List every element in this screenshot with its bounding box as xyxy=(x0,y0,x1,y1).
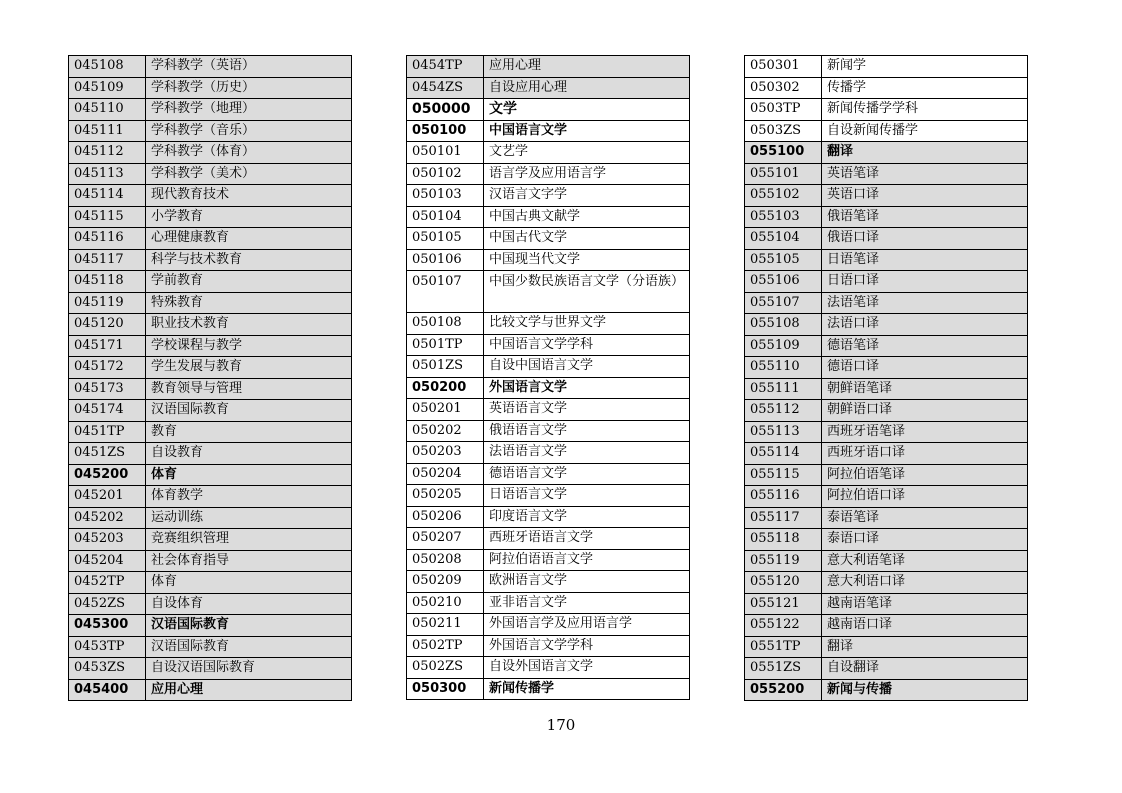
discipline-code: 045200 xyxy=(69,464,146,486)
table-row xyxy=(745,615,1028,637)
discipline-code: 0502ZS xyxy=(407,657,484,679)
discipline-code: 050302 xyxy=(745,77,822,99)
discipline-name: 中国语言文学 xyxy=(484,120,690,142)
discipline-name: 新闻传播学 xyxy=(484,678,690,700)
table-row xyxy=(745,529,1028,551)
discipline-code: 055117 xyxy=(745,507,822,529)
discipline-code: 055200 xyxy=(745,679,822,701)
discipline-name: 越南语口译 xyxy=(822,615,1028,637)
discipline-code: 055121 xyxy=(745,593,822,615)
discipline-name: 中国少数民族语言文学（分语族） xyxy=(484,271,690,313)
discipline-name: 教育 xyxy=(146,421,352,443)
discipline-name: 职业技术教育 xyxy=(146,314,352,336)
discipline-name: 印度语言文学 xyxy=(484,506,690,528)
discipline-name: 朝鲜语笔译 xyxy=(822,378,1028,400)
discipline-code: 055113 xyxy=(745,421,822,443)
table-row xyxy=(745,658,1028,680)
table-row xyxy=(69,142,352,164)
discipline-name: 特殊教育 xyxy=(146,292,352,314)
discipline-code: 045113 xyxy=(69,163,146,185)
discipline-code: 045116 xyxy=(69,228,146,250)
discipline-code: 045172 xyxy=(69,357,146,379)
discipline-name: 意大利语笔译 xyxy=(822,550,1028,572)
table-row xyxy=(407,571,690,593)
discipline-code: 050106 xyxy=(407,249,484,271)
discipline-code: 0452ZS xyxy=(69,593,146,615)
table-row xyxy=(745,507,1028,529)
discipline-code: 050211 xyxy=(407,614,484,636)
discipline-code: 0452TP xyxy=(69,572,146,594)
discipline-code: 055106 xyxy=(745,271,822,293)
discipline-name: 传播学 xyxy=(822,77,1028,99)
discipline-code: 050204 xyxy=(407,463,484,485)
discipline-name: 体育 xyxy=(146,464,352,486)
discipline-name: 西班牙语口译 xyxy=(822,443,1028,465)
table-row xyxy=(69,443,352,465)
discipline-name: 学前教育 xyxy=(146,271,352,293)
table-row xyxy=(745,185,1028,207)
table-row xyxy=(745,443,1028,465)
discipline-name: 阿拉伯语口译 xyxy=(822,486,1028,508)
discipline-name: 西班牙语语言文学 xyxy=(484,528,690,550)
discipline-code: 050301 xyxy=(745,56,822,78)
discipline-name: 外国语言文学学科 xyxy=(484,635,690,657)
discipline-name: 中国现当代文学 xyxy=(484,249,690,271)
discipline-code: 045117 xyxy=(69,249,146,271)
discipline-name: 泰语笔译 xyxy=(822,507,1028,529)
discipline-code: 045112 xyxy=(69,142,146,164)
discipline-code: 050300 xyxy=(407,678,484,700)
table-row xyxy=(69,206,352,228)
discipline-code: 050206 xyxy=(407,506,484,528)
table-row xyxy=(407,678,690,700)
discipline-name: 汉语言文字学 xyxy=(484,185,690,207)
discipline-code: 0551ZS xyxy=(745,658,822,680)
discipline-name: 文艺学 xyxy=(484,142,690,164)
discipline-name: 学校课程与教学 xyxy=(146,335,352,357)
discipline-code: 055116 xyxy=(745,486,822,508)
discipline-code: 0502TP xyxy=(407,635,484,657)
table-row xyxy=(745,679,1028,701)
discipline-name: 学科教学（历史） xyxy=(146,77,352,99)
table-row xyxy=(69,378,352,400)
discipline-code: 0454TP xyxy=(407,56,484,78)
table-row xyxy=(745,206,1028,228)
table-row xyxy=(407,506,690,528)
discipline-code: 0551TP xyxy=(745,636,822,658)
table-row xyxy=(745,400,1028,422)
discipline-code: 045202 xyxy=(69,507,146,529)
discipline-name: 文学 xyxy=(484,99,690,121)
table-row xyxy=(745,464,1028,486)
discipline-name: 学科教学（美术） xyxy=(146,163,352,185)
table-row xyxy=(745,550,1028,572)
discipline-code: 050105 xyxy=(407,228,484,250)
table-row xyxy=(745,378,1028,400)
table-row xyxy=(69,593,352,615)
discipline-name: 中国语言文学学科 xyxy=(484,334,690,356)
table-row xyxy=(69,77,352,99)
table-row xyxy=(407,249,690,271)
table-row xyxy=(69,292,352,314)
discipline-table-left xyxy=(68,55,352,701)
discipline-code: 050000 xyxy=(407,99,484,121)
discipline-code: 045203 xyxy=(69,529,146,551)
discipline-name: 法语口译 xyxy=(822,314,1028,336)
table-row xyxy=(407,420,690,442)
table-row xyxy=(407,163,690,185)
discipline-name: 现代教育技术 xyxy=(146,185,352,207)
discipline-name: 汉语国际教育 xyxy=(146,636,352,658)
table-row xyxy=(407,206,690,228)
discipline-code: 050104 xyxy=(407,206,484,228)
table-row xyxy=(407,142,690,164)
table-row xyxy=(745,593,1028,615)
table-row xyxy=(745,163,1028,185)
table-row xyxy=(407,120,690,142)
table-row xyxy=(745,357,1028,379)
discipline-name: 汉语国际教育 xyxy=(146,615,352,637)
discipline-name: 学生发展与教育 xyxy=(146,357,352,379)
table-row xyxy=(745,120,1028,142)
discipline-code: 055119 xyxy=(745,550,822,572)
discipline-name: 中国古代文学 xyxy=(484,228,690,250)
discipline-code: 055118 xyxy=(745,529,822,551)
discipline-name: 自设教育 xyxy=(146,443,352,465)
discipline-code: 050209 xyxy=(407,571,484,593)
discipline-code: 055110 xyxy=(745,357,822,379)
discipline-name: 西班牙语笔译 xyxy=(822,421,1028,443)
table-row xyxy=(69,464,352,486)
discipline-name: 英语笔译 xyxy=(822,163,1028,185)
discipline-name: 运动训练 xyxy=(146,507,352,529)
discipline-code: 045120 xyxy=(69,314,146,336)
discipline-code: 050210 xyxy=(407,592,484,614)
discipline-name: 比较文学与世界文学 xyxy=(484,313,690,335)
discipline-table-middle xyxy=(406,55,690,700)
discipline-code: 055112 xyxy=(745,400,822,422)
discipline-name: 应用心理 xyxy=(484,56,690,78)
discipline-name: 翻译 xyxy=(822,142,1028,164)
table-row xyxy=(69,529,352,551)
discipline-code: 0451TP xyxy=(69,421,146,443)
discipline-code: 0453ZS xyxy=(69,658,146,680)
table-row xyxy=(69,99,352,121)
discipline-name: 自设汉语国际教育 xyxy=(146,658,352,680)
table-row xyxy=(407,313,690,335)
discipline-name: 自设体育 xyxy=(146,593,352,615)
discipline-code: 055105 xyxy=(745,249,822,271)
table-row xyxy=(69,400,352,422)
discipline-name: 学科教学（英语） xyxy=(146,56,352,78)
table-row xyxy=(407,463,690,485)
discipline-code: 050102 xyxy=(407,163,484,185)
table-row xyxy=(407,99,690,121)
table-row xyxy=(69,314,352,336)
discipline-name: 学科教学（音乐） xyxy=(146,120,352,142)
table-row xyxy=(745,271,1028,293)
table-row xyxy=(745,77,1028,99)
discipline-code: 045109 xyxy=(69,77,146,99)
discipline-name: 学科教学（地理） xyxy=(146,99,352,121)
table-row xyxy=(69,271,352,293)
discipline-name: 阿拉伯语笔译 xyxy=(822,464,1028,486)
discipline-name: 学科教学（体育） xyxy=(146,142,352,164)
table-row xyxy=(407,635,690,657)
table-row xyxy=(407,485,690,507)
discipline-name: 新闻与传播 xyxy=(822,679,1028,701)
discipline-name: 法语语言文学 xyxy=(484,442,690,464)
table-row xyxy=(69,679,352,701)
discipline-code: 045400 xyxy=(69,679,146,701)
table-row xyxy=(407,185,690,207)
discipline-code: 055101 xyxy=(745,163,822,185)
discipline-code: 055115 xyxy=(745,464,822,486)
discipline-code: 055107 xyxy=(745,292,822,314)
discipline-code: 050203 xyxy=(407,442,484,464)
discipline-code: 045300 xyxy=(69,615,146,637)
discipline-name: 科学与技术教育 xyxy=(146,249,352,271)
discipline-code: 045204 xyxy=(69,550,146,572)
table-row xyxy=(69,507,352,529)
discipline-code: 0503TP xyxy=(745,99,822,121)
discipline-name: 德语语言文学 xyxy=(484,463,690,485)
discipline-name: 日语口译 xyxy=(822,271,1028,293)
table-row xyxy=(69,163,352,185)
discipline-name: 体育教学 xyxy=(146,486,352,508)
table-row xyxy=(407,657,690,679)
discipline-code: 045111 xyxy=(69,120,146,142)
table-row xyxy=(407,614,690,636)
discipline-name: 欧洲语言文学 xyxy=(484,571,690,593)
discipline-code: 055100 xyxy=(745,142,822,164)
discipline-code: 0453TP xyxy=(69,636,146,658)
table-row xyxy=(407,549,690,571)
discipline-code: 055102 xyxy=(745,185,822,207)
discipline-code: 0501ZS xyxy=(407,356,484,378)
discipline-name: 自设新闻传播学 xyxy=(822,120,1028,142)
discipline-code: 055104 xyxy=(745,228,822,250)
table-row xyxy=(69,357,352,379)
discipline-code: 0451ZS xyxy=(69,443,146,465)
discipline-code: 055120 xyxy=(745,572,822,594)
discipline-code: 045118 xyxy=(69,271,146,293)
discipline-name: 新闻传播学学科 xyxy=(822,99,1028,121)
table-row xyxy=(69,228,352,250)
table-row xyxy=(407,528,690,550)
discipline-name: 语言学及应用语言学 xyxy=(484,163,690,185)
table-row xyxy=(745,572,1028,594)
table-row xyxy=(407,356,690,378)
discipline-name: 社会体育指导 xyxy=(146,550,352,572)
discipline-name: 应用心理 xyxy=(146,679,352,701)
discipline-code: 045173 xyxy=(69,378,146,400)
discipline-code: 0454ZS xyxy=(407,77,484,99)
discipline-code: 050103 xyxy=(407,185,484,207)
discipline-name: 自设翻译 xyxy=(822,658,1028,680)
table-row xyxy=(745,636,1028,658)
discipline-name: 越南语笔译 xyxy=(822,593,1028,615)
discipline-code: 045171 xyxy=(69,335,146,357)
table-row xyxy=(745,142,1028,164)
table-row xyxy=(69,615,352,637)
table-row xyxy=(745,292,1028,314)
table-row xyxy=(69,486,352,508)
discipline-code: 055111 xyxy=(745,378,822,400)
table-row xyxy=(69,120,352,142)
table-row xyxy=(69,658,352,680)
discipline-code: 045114 xyxy=(69,185,146,207)
discipline-name: 竞赛组织管理 xyxy=(146,529,352,551)
discipline-code: 045201 xyxy=(69,486,146,508)
discipline-name: 翻译 xyxy=(822,636,1028,658)
table-row xyxy=(69,636,352,658)
table-row xyxy=(745,314,1028,336)
discipline-name: 汉语国际教育 xyxy=(146,400,352,422)
discipline-name: 自设外国语言文学 xyxy=(484,657,690,679)
discipline-name: 俄语笔译 xyxy=(822,206,1028,228)
discipline-name: 泰语口译 xyxy=(822,529,1028,551)
table-row xyxy=(69,550,352,572)
table-row xyxy=(69,56,352,78)
discipline-name: 英语语言文学 xyxy=(484,399,690,421)
discipline-code: 055114 xyxy=(745,443,822,465)
discipline-code: 045119 xyxy=(69,292,146,314)
discipline-code: 050100 xyxy=(407,120,484,142)
discipline-code: 045110 xyxy=(69,99,146,121)
discipline-name: 亚非语言文学 xyxy=(484,592,690,614)
table-row xyxy=(407,399,690,421)
table-row xyxy=(745,99,1028,121)
discipline-name: 教育领导与管理 xyxy=(146,378,352,400)
table-row xyxy=(407,334,690,356)
discipline-code: 050108 xyxy=(407,313,484,335)
discipline-code: 0501TP xyxy=(407,334,484,356)
table-row xyxy=(745,249,1028,271)
table-row xyxy=(407,377,690,399)
table-row xyxy=(745,486,1028,508)
discipline-name: 意大利语口译 xyxy=(822,572,1028,594)
discipline-code: 055122 xyxy=(745,615,822,637)
discipline-table-right xyxy=(744,55,1028,701)
discipline-code: 055109 xyxy=(745,335,822,357)
discipline-name: 心理健康教育 xyxy=(146,228,352,250)
discipline-code: 045115 xyxy=(69,206,146,228)
discipline-name: 日语语言文学 xyxy=(484,485,690,507)
discipline-code: 050200 xyxy=(407,377,484,399)
discipline-name: 俄语口译 xyxy=(822,228,1028,250)
discipline-name: 阿拉伯语语言文学 xyxy=(484,549,690,571)
discipline-code: 045174 xyxy=(69,400,146,422)
discipline-code: 050202 xyxy=(407,420,484,442)
discipline-name: 俄语语言文学 xyxy=(484,420,690,442)
discipline-name: 英语口译 xyxy=(822,185,1028,207)
discipline-code: 050201 xyxy=(407,399,484,421)
discipline-code: 050207 xyxy=(407,528,484,550)
table-row xyxy=(745,335,1028,357)
discipline-name: 德语口译 xyxy=(822,357,1028,379)
table-row xyxy=(69,335,352,357)
discipline-name: 中国古典文献学 xyxy=(484,206,690,228)
table-row xyxy=(745,228,1028,250)
table-row xyxy=(69,185,352,207)
discipline-name: 日语笔译 xyxy=(822,249,1028,271)
page-number: 170 xyxy=(546,716,576,734)
discipline-code: 0503ZS xyxy=(745,120,822,142)
discipline-code: 055108 xyxy=(745,314,822,336)
discipline-code: 050205 xyxy=(407,485,484,507)
discipline-name: 自设中国语言文学 xyxy=(484,356,690,378)
discipline-name: 法语笔译 xyxy=(822,292,1028,314)
discipline-name: 德语笔译 xyxy=(822,335,1028,357)
discipline-name: 朝鲜语口译 xyxy=(822,400,1028,422)
table-row xyxy=(745,421,1028,443)
table-row xyxy=(69,572,352,594)
table-row xyxy=(407,56,690,78)
table-row xyxy=(745,56,1028,78)
table-row xyxy=(407,271,690,313)
discipline-name: 小学教育 xyxy=(146,206,352,228)
table-row xyxy=(407,442,690,464)
discipline-code: 055103 xyxy=(745,206,822,228)
discipline-code: 050101 xyxy=(407,142,484,164)
discipline-name: 外国语言学及应用语言学 xyxy=(484,614,690,636)
discipline-code: 050208 xyxy=(407,549,484,571)
discipline-name: 体育 xyxy=(146,572,352,594)
discipline-code: 045108 xyxy=(69,56,146,78)
discipline-name: 外国语言文学 xyxy=(484,377,690,399)
table-row xyxy=(407,228,690,250)
table-row xyxy=(69,249,352,271)
discipline-name: 新闻学 xyxy=(822,56,1028,78)
discipline-code: 050107 xyxy=(407,271,484,313)
table-row xyxy=(407,592,690,614)
discipline-name: 自设应用心理 xyxy=(484,77,690,99)
table-row xyxy=(69,421,352,443)
table-row xyxy=(407,77,690,99)
